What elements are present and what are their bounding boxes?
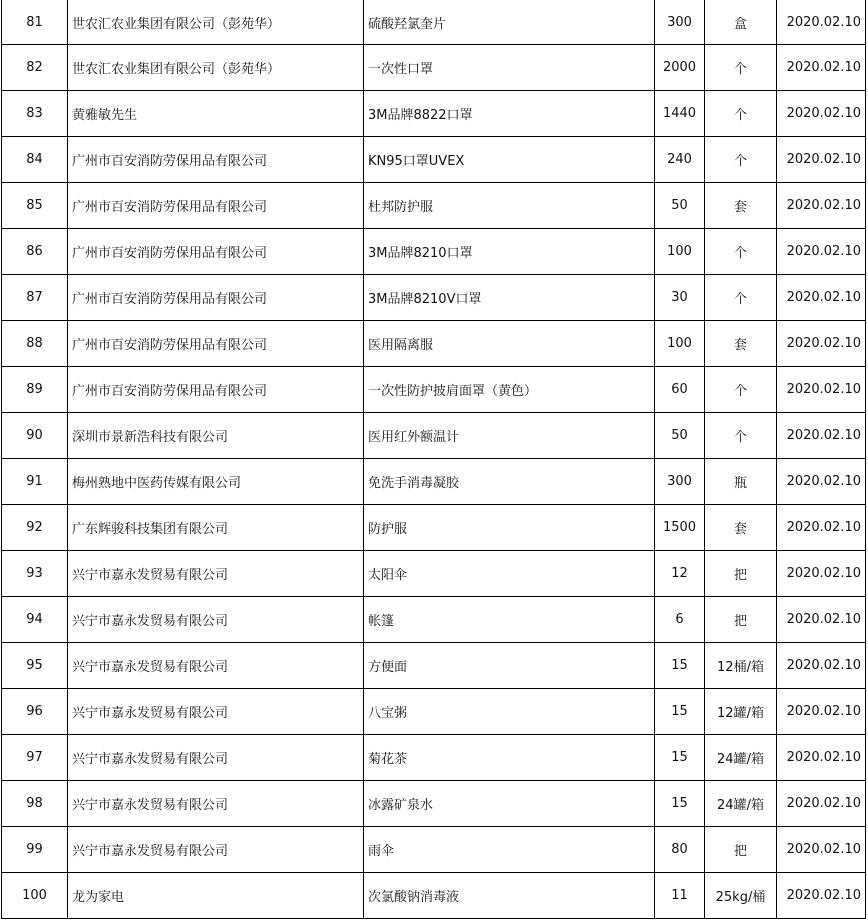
table-row	[2, 689, 866, 735]
unit: 把	[705, 551, 777, 597]
unit: 24罐/箱	[705, 735, 777, 781]
table-row	[2, 45, 866, 91]
date: 2020.02.10	[777, 275, 866, 321]
row-number: 89	[2, 367, 68, 413]
row-number: 88	[2, 321, 68, 367]
table-row	[2, 0, 866, 45]
unit: 个	[705, 91, 777, 137]
item-name: 硫酸羟氯奎片	[364, 0, 655, 45]
quantity: 1500	[655, 505, 705, 551]
quantity: 100	[655, 321, 705, 367]
row-number: 87	[2, 275, 68, 321]
row-number: 83	[2, 91, 68, 137]
row-number: 91	[2, 459, 68, 505]
donor-name: 世农汇农业集团有限公司（彭苑华）	[68, 45, 364, 91]
quantity: 50	[655, 413, 705, 459]
donor-name: 广州市百安消防劳保用品有限公司	[68, 183, 364, 229]
unit: 把	[705, 597, 777, 643]
row-number: 98	[2, 781, 68, 827]
table-row	[2, 735, 866, 781]
row-number: 100	[2, 873, 68, 919]
table-row	[2, 827, 866, 873]
table-row	[2, 91, 866, 137]
row-number: 90	[2, 413, 68, 459]
item-name: 3M品牌8210口罩	[364, 229, 655, 275]
quantity: 1440	[655, 91, 705, 137]
table-row	[2, 275, 866, 321]
row-number: 93	[2, 551, 68, 597]
row-number: 92	[2, 505, 68, 551]
quantity: 6	[655, 597, 705, 643]
quantity: 30	[655, 275, 705, 321]
table-row	[2, 873, 866, 919]
table-row	[2, 781, 866, 827]
row-number: 95	[2, 643, 68, 689]
quantity: 80	[655, 827, 705, 873]
item-name: 八宝粥	[364, 689, 655, 735]
table-row	[2, 459, 866, 505]
quantity: 240	[655, 137, 705, 183]
date: 2020.02.10	[777, 827, 866, 873]
unit: 个	[705, 229, 777, 275]
date: 2020.02.10	[777, 551, 866, 597]
quantity: 15	[655, 735, 705, 781]
quantity: 300	[655, 459, 705, 505]
table-row	[2, 413, 866, 459]
donor-name: 兴宁市嘉永发贸易有限公司	[68, 827, 364, 873]
donor-name: 广州市百安消防劳保用品有限公司	[68, 367, 364, 413]
unit: 12桶/箱	[705, 643, 777, 689]
donor-name: 兴宁市嘉永发贸易有限公司	[68, 643, 364, 689]
table-row	[2, 229, 866, 275]
quantity: 2000	[655, 45, 705, 91]
date: 2020.02.10	[777, 781, 866, 827]
unit: 24罐/箱	[705, 781, 777, 827]
row-number: 84	[2, 137, 68, 183]
quantity: 15	[655, 643, 705, 689]
item-name: 雨伞	[364, 827, 655, 873]
table-row	[2, 367, 866, 413]
table-body	[2, 0, 866, 919]
quantity: 60	[655, 367, 705, 413]
date: 2020.02.10	[777, 413, 866, 459]
unit: 个	[705, 45, 777, 91]
table-row	[2, 551, 866, 597]
quantity: 15	[655, 689, 705, 735]
row-number: 81	[2, 0, 68, 45]
item-name: 医用隔离服	[364, 321, 655, 367]
donor-name: 兴宁市嘉永发贸易有限公司	[68, 689, 364, 735]
item-name: 菊花茶	[364, 735, 655, 781]
quantity: 15	[655, 781, 705, 827]
date: 2020.02.10	[777, 367, 866, 413]
donor-name: 广州市百安消防劳保用品有限公司	[68, 275, 364, 321]
unit: 12罐/箱	[705, 689, 777, 735]
quantity: 11	[655, 873, 705, 919]
date: 2020.02.10	[777, 321, 866, 367]
unit: 套	[705, 321, 777, 367]
donor-name: 世农汇农业集团有限公司（彭苑华）	[68, 0, 364, 45]
row-number: 86	[2, 229, 68, 275]
row-number: 94	[2, 597, 68, 643]
date: 2020.02.10	[777, 0, 866, 45]
date: 2020.02.10	[777, 137, 866, 183]
item-name: KN95口罩UVEX	[364, 137, 655, 183]
date: 2020.02.10	[777, 597, 866, 643]
item-name: 一次性防护披肩面罩（黄色）	[364, 367, 655, 413]
item-name: 3M品牌8210V口罩	[364, 275, 655, 321]
table-row	[2, 183, 866, 229]
row-number: 97	[2, 735, 68, 781]
item-name: 冰露矿泉水	[364, 781, 655, 827]
donor-name: 梅州熟地中医药传媒有限公司	[68, 459, 364, 505]
item-name: 太阳伞	[364, 551, 655, 597]
item-name: 次氯酸钠消毒液	[364, 873, 655, 919]
donor-name: 兴宁市嘉永发贸易有限公司	[68, 735, 364, 781]
date: 2020.02.10	[777, 459, 866, 505]
unit: 瓶	[705, 459, 777, 505]
date: 2020.02.10	[777, 91, 866, 137]
item-name: 方便面	[364, 643, 655, 689]
date: 2020.02.10	[777, 873, 866, 919]
quantity: 12	[655, 551, 705, 597]
quantity: 100	[655, 229, 705, 275]
unit: 套	[705, 183, 777, 229]
date: 2020.02.10	[777, 505, 866, 551]
unit: 盒	[705, 0, 777, 45]
table-row	[2, 643, 866, 689]
item-name: 一次性口罩	[364, 45, 655, 91]
donor-name: 黄雅敏先生	[68, 91, 364, 137]
donation-table	[1, 0, 866, 919]
donor-name: 广州市百安消防劳保用品有限公司	[68, 229, 364, 275]
row-number: 99	[2, 827, 68, 873]
table-row	[2, 137, 866, 183]
donor-name: 龙为家电	[68, 873, 364, 919]
item-name: 杜邦防护服	[364, 183, 655, 229]
donor-name: 兴宁市嘉永发贸易有限公司	[68, 597, 364, 643]
quantity: 50	[655, 183, 705, 229]
item-name: 免洗手消毒凝胶	[364, 459, 655, 505]
donor-name: 深圳市景新浩科技有限公司	[68, 413, 364, 459]
table-row	[2, 597, 866, 643]
donor-name: 兴宁市嘉永发贸易有限公司	[68, 781, 364, 827]
date: 2020.02.10	[777, 643, 866, 689]
donor-name: 广州市百安消防劳保用品有限公司	[68, 321, 364, 367]
donor-name: 兴宁市嘉永发贸易有限公司	[68, 551, 364, 597]
date: 2020.02.10	[777, 183, 866, 229]
date: 2020.02.10	[777, 229, 866, 275]
donor-name: 广州市百安消防劳保用品有限公司	[68, 137, 364, 183]
table-row	[2, 505, 866, 551]
date: 2020.02.10	[777, 689, 866, 735]
donor-name: 广东辉骏科技集团有限公司	[68, 505, 364, 551]
unit: 个	[705, 413, 777, 459]
unit: 25kg/桶	[705, 873, 777, 919]
unit: 个	[705, 367, 777, 413]
date: 2020.02.10	[777, 45, 866, 91]
row-number: 85	[2, 183, 68, 229]
item-name: 帐篷	[364, 597, 655, 643]
item-name: 3M品牌8822口罩	[364, 91, 655, 137]
unit: 个	[705, 275, 777, 321]
table-row	[2, 321, 866, 367]
unit: 个	[705, 137, 777, 183]
row-number: 82	[2, 45, 68, 91]
unit: 把	[705, 827, 777, 873]
quantity: 300	[655, 0, 705, 45]
row-number: 96	[2, 689, 68, 735]
date: 2020.02.10	[777, 735, 866, 781]
item-name: 防护服	[364, 505, 655, 551]
unit: 套	[705, 505, 777, 551]
item-name: 医用红外额温计	[364, 413, 655, 459]
